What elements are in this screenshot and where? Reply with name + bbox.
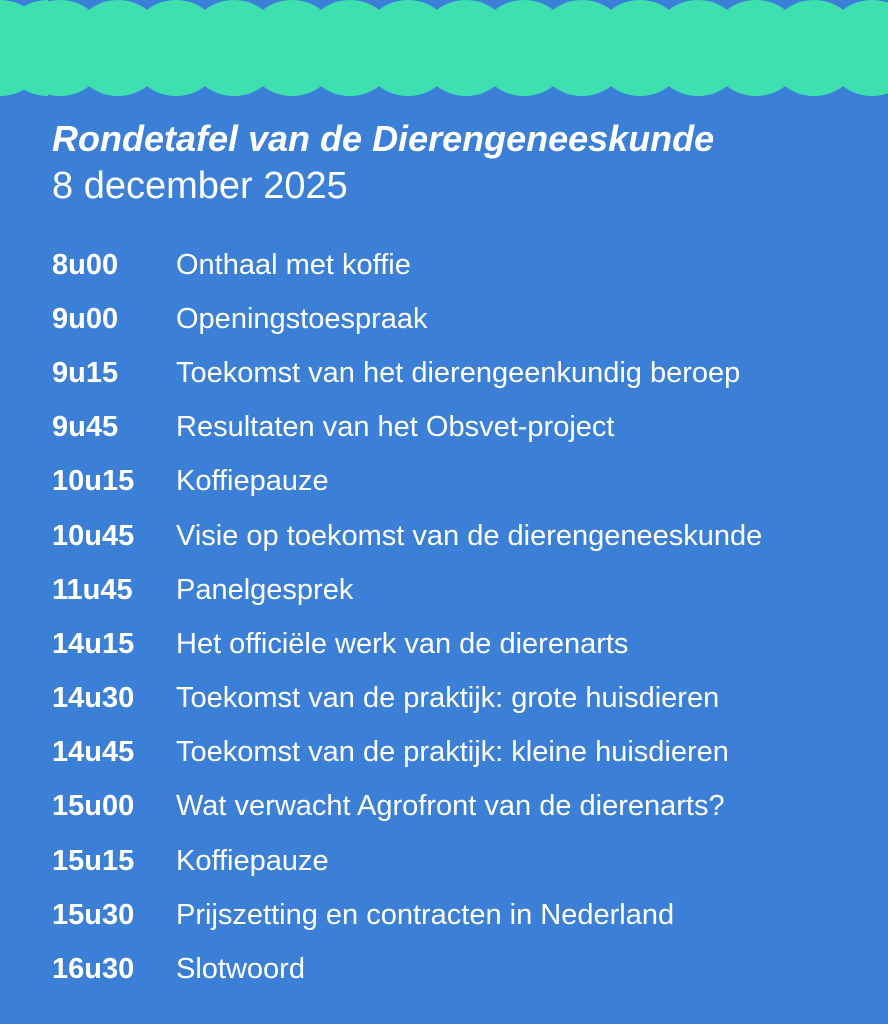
schedule-time: 10u15	[52, 465, 135, 498]
schedule-list	[52, 238, 882, 997]
schedule-label: Resultaten van het Obsvet-project	[176, 411, 615, 444]
schedule-row	[52, 942, 882, 996]
schedule-time: 15u15	[52, 844, 135, 877]
schedule-label: Wat verwacht Agrofront van de dierenarts?	[176, 790, 725, 823]
schedule-time: 10u45	[52, 519, 135, 552]
decorative-half-circles	[0, 0, 888, 96]
header	[52, 116, 872, 210]
schedule-label: Slotwoord	[176, 953, 305, 986]
schedule-row	[52, 617, 882, 671]
schedule-label: Toekomst van het dierengeenkundig beroep	[176, 356, 741, 389]
schedule-time: 9u45	[52, 411, 119, 444]
schedule-label: Koffiepauze	[176, 465, 329, 498]
schedule-row	[52, 780, 882, 834]
schedule-label: Toekomst van de praktijk: kleine huisdieren	[176, 736, 729, 769]
schedule-label: Prijszetting en contracten in Nederland	[176, 898, 675, 931]
event-date: 8 december 2025	[52, 165, 348, 207]
schedule-row	[52, 292, 882, 346]
page-title: Rondetafel van de Dierengeneeskunde	[52, 118, 715, 159]
schedule-time: 14u15	[52, 627, 135, 660]
schedule-time: 8u00	[52, 248, 119, 281]
schedule-row	[52, 455, 882, 509]
schedule-row	[52, 238, 882, 292]
schedule-time: 14u45	[52, 736, 135, 769]
schedule-row	[52, 834, 882, 888]
schedule-label: Panelgesprek	[176, 573, 354, 606]
schedule-time: 15u30	[52, 898, 135, 931]
schedule-label: Visie op toekomst van de dierengeneeskunde	[176, 519, 763, 552]
schedule-row	[52, 888, 882, 942]
schedule-time: 14u30	[52, 682, 135, 715]
schedule-time: 11u45	[52, 573, 133, 606]
schedule-label: Het officiële werk van de dierenarts	[176, 627, 629, 660]
schedule-row	[52, 401, 882, 455]
schedule-label: Onthaal met koffie	[176, 248, 411, 281]
schedule-label: Openingstoespraak	[176, 302, 428, 335]
schedule-row	[52, 346, 882, 400]
schedule-label: Koffiepauze	[176, 844, 329, 877]
schedule-row	[52, 509, 882, 563]
schedule-time: 9u15	[52, 356, 119, 389]
schedule-time: 16u30	[52, 953, 135, 986]
schedule-row	[52, 726, 882, 780]
schedule-row	[52, 563, 882, 617]
schedule-label: Toekomst van de praktijk: grote huisdieren	[176, 682, 720, 715]
schedule-time: 9u00	[52, 302, 119, 335]
schedule-time: 15u00	[52, 790, 135, 823]
schedule-row	[52, 672, 882, 726]
